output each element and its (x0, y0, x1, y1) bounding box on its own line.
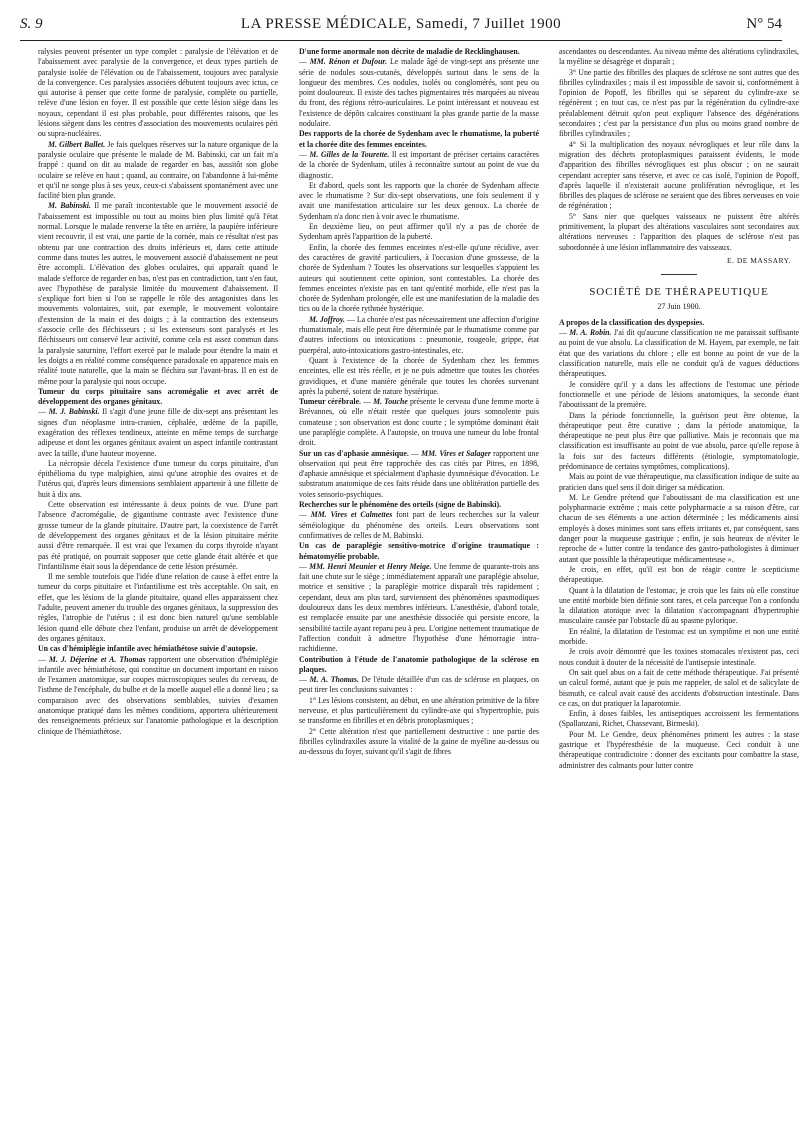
paragraph-text: font part de leurs recherches sur la valeur séméiologique du phénomène des orteils. Leurs observations sont confirmatives de celles de M. Babinski. (299, 510, 539, 540)
paragraph: On sait quel abus on a fait de cette méthode thérapeutique. J'ai présenté un calcul formé, autant que je puis me rappeler, de salol et de salicylate de bismuth, ce calcul avait causé des accidents d'obstruction intestinale. Dans ce cas, on dut pratiquer la laparotomie. (559, 667, 799, 708)
column-left (38, 47, 278, 1139)
speaker-name: M. Gilles de la Tourette. (309, 149, 390, 159)
paragraph: Je considère qu'il y a dans les affections de l'estomac une période fonctionnelle et une période de lésions anatomiques, la seconde étant l'aboutissant de la première. (559, 379, 799, 410)
section-title: Un cas d'hémiplégie infantile avec hémiathétose suivie d'autopsie. (38, 644, 258, 654)
column-middle (299, 47, 539, 1139)
paragraph: Il me semble toutefois que l'idée d'une relation de cause à effet entre la tumeur du corps pituitaire et l'infantilisme est très acceptable. On sait, en effet, que les lésions de la glande pituitaire, quand elles apparaissent chez l'adulte, peuvent amener du trouble des organes génitaux, la suppression des règles, l'atrophie de l'utérus ; il est donc bien naturel qu'une semblable lésion quand elle débute chez l'enfant, produise un arrêt de développement des organes génitaux. (38, 572, 278, 643)
paragraph: Dans la période fonctionnelle, la guérison peut être obtenue, la thérapeutique peut être curative ; dans la période anatomique, la thérapeutique ne peut plus être que palliative. Mais je reconnais que ma classification est insuffisante au point de vue absolu, parce qu'elle repose à la fois sur des facteurs différents (étiologie, symptomatologie, prédominance de certains symptômes, complications). (559, 410, 799, 471)
page-header (20, 16, 782, 42)
speaker-name: MM. Henri Meunier et Henry Meige. (309, 561, 432, 571)
paragraph: 5° Sans nier que quelques vaisseaux ne puissent être altérés primitivement, la plupart des altérations vasculaires sont secondaires aux altérations nerveuses : l'apparition des plaques de sclérose n'est pas subordonnée à une lésion inflammatoire des vaisseaux. (559, 211, 799, 252)
paragraph: Cette observation est intéressante à deux points de vue. D'une part l'absence d'acromégalie, de gigantisme contraste avec l'existence d'une grosse tumeur de la glande pituitaire. D'autre part, la coexistence de l'arrêt de développement des organes génitaux et de la lésion pituitaire mérite aussi d'être remarquée. Il est vrai que l'examen du corps thyroïde n'ayant pas été pratiqué, on pourrait supposer que cette glande était altérée et que l'infantilisme était sous la dépendance de cette lésion présumée. (38, 500, 278, 571)
paragraph-text: De l'étude détaillée d'un cas de sclérose en plaques, on peut tirer les conclusions suivantes : (299, 675, 539, 695)
speaker-name: MM. Vires et Salager (421, 448, 491, 458)
paragraph: ralysies peuvent présenter un type complet : paralysie de l'élévation et de l'abaissement avec paralysie de la convergence, et deux types partiels de paralysie isolée de l'élévation ou de l'abaissement, toujours avec paralysie de la convergence. Ces paralysies associées débutent toujours avec ictus, ce qui autorise à penser que cette forme de paralysie, complète ou partielle, relève d'une lésion en foyer. Il est possible que cette lésion siège dans les noyaux, cependant il est plus probable, pour différentes raisons, que les lésions siègent dans les centres d'association des mouvements oculaires péri ou supra-nucléaires. (38, 47, 278, 139)
paragraph (38, 201, 278, 386)
paragraph: M. Joffroy. — La chorée n'est pas nécessairement une affection d'origine rhumatismale, mais elle peut être déterminée par le rhumatisme comme par d'autres infections ou intoxications : pneumonie, rougeole, grippe, état puerpéral, auto-intoxications gastro-intestinales, etc. (299, 314, 539, 355)
speaker-name: M. J. Déjerine et A. Thomas (48, 654, 146, 664)
journal-title: LA PRESSE MÉDICALE, Samedi, 7 Juillet 1900 (240, 16, 562, 32)
section-title: Sur un cas d'aphasie amnésique. (299, 448, 409, 458)
paragraph: Sur un cas d'aphasie amnésique. — MM. Vires et Salager rapportent une observation qui peut être rapprochée des cas cités par Pitres, en 1898, d'aphasie amnésique et spécialement d'aphasie dysmnésique d'évocation. Le substratum anatomique de ces faits réside dans une oblitération partielle des voies sensorio-psychiques. (299, 448, 539, 499)
paragraph-text: Je fais quelques réserves sur la nature organique de la paralysie oculaire que présente le malade de M. Babinski, car un fait m'a frappé : quand on dit au malade de regarder en bas, aussitôt son globe oculaire se relève en haut ; quand, au contraire, on l'abandonne à lui-même et qu'il ne songe plus à ses yeux, ceux-ci s'abaissent spontanément avec une facilité bien plus grande. (38, 139, 278, 201)
section-title: Des rapports de la chorée de Sydenham avec le rhumatisme, la puberté et la chorée dite des femmes enceintes. (299, 129, 539, 149)
paragraph: — MM. Vires et Calmettes font part de leurs recherches sur la valeur séméiologique du phénomène des orteils. Leurs observations sont confirmatives de celles de M. Babinski. (299, 510, 539, 540)
paragraph: ascendantes ou descendantes. Au niveau même des altérations cylindraxiles, la myéline se désagrège et disparaît ; (559, 47, 799, 67)
speaker-name: M. Joffroy. (309, 314, 345, 324)
paragraph: Enfin, à doses faibles, les antiseptiques accroissent les fermentations (Spallanzani, Richet, Chassevant, Birmeski). (559, 709, 799, 729)
paragraph: Pour M. Le Gendre, deux phénomènes priment les autres : la stase gastrique et l'hypéresthésie de la muqueuse. Ceci conduit à une thérapeutique contradictoire : donner des excitants pour combattre la stase, administrer des calmants pour lutter contre (559, 729, 799, 770)
paragraph: Et d'abord, quels sont les rapports que la chorée de Sydenham affecte avec le rhumatisme ? Sur dix-sept observations, une fois seulement il y avait une manifestation articulaire sur les deux genoux. La chorée de Sydenham n'a donc rien à voir avec le rhumatisme. (299, 180, 539, 221)
paragraph: — M. A. Robin. J'ai dit qu'aucune classification ne me paraissait suffisante au point de vue absolu. La classification de M. Hayem, par exemple, ne fait état que des variations du chlore ; elle est bonne au point de vue de la classification naturelle, mais elle ne conduit qu'à de vagues déductions thérapeutiques. (559, 328, 799, 379)
paragraph-text: Une femme de quarante-trois ans fait une chute sur le siège ; immédiatement apparaît une paraplégie absolue, motrice et sensitive ; la paraplégie motrice disparaît très rapidement ; cependant, deux ans plus tard, surviennent des phénomènes spasmodiques douloureux dans les deux membres inférieurs. L'anesthésie, d'abord totale, est remplacée ensuite par une anesthésie dissociée qui persiste encore, la sensibilité tactile ayant reparu peu à peu. L'origine nettement traumatique de l'affection conduit à admettre l'hypothèse d'une hémorragie intra-rachidienne. (299, 561, 539, 654)
speaker-name: M. Touche (373, 397, 408, 407)
paragraph: 3° Une partie des fibrilles des plaques de sclérose ne sont autres que des fibrilles cylindraxiles ; mais il est impossible de savoir si, conformément à l'opinion de Popoff, les fibrilles qui se séparent du cylindre-axe se régénèrent ; en tout cas, ce n'est pas par la régénération du cylindre-axe préalablement détruit qu'on peut expliquer l'absence des dégénérations secondaires ; c'est par la persistance d'un plus ou moins grand nombre de fibrilles cylindraxiles ; (559, 67, 799, 139)
paragraph-text: Il s'agit d'une jeune fille de dix-sept ans présentant les signes d'un néoplasme intra-cranien, céphalée, œdème de la papille, exagération des réflexes tendineux, atteinte en même temps de surcharge adipeuse et dont les organes génitaux avaient un aspect infantile contrastant avec la taille, d'une hauteur moyenne. (38, 407, 278, 458)
paragraph: Enfin, la chorée des femmes enceintes n'est-elle qu'une récidive, avec des caractères de gravité particuliers, à l'occasion d'une grossesse, de la chorée de Sydenham ? Toutes les observations sur lesquelles s'appuient les auteurs qui soutiennent cette opinion, sont contestables. La chorée des femmes enceintes n'existe pas en tant qu'entité morbide, elle n'est pas la chorée de Sydenham prolongée, elle est une manifestation de la maladie des tics ou de la chorée rythmée hystérique. (299, 242, 539, 314)
paragraph: Quant à l'existence de la chorée de Sydenham chez les femmes enceintes, elle est très réelle, et je ne puis admettre que toutes les chorées gravidiques, et d'une manière générale que toutes les chorées survenant après la puberté, soient de nature hystérique. (299, 355, 539, 396)
society-date: 27 Juin 1900. (657, 301, 701, 311)
paragraph-text: rapportent une observation d'hémiplégie infantile avec hémiathétose, qui constitue un document important en raison de l'examen anatomique, sur coupes microscopiques seules du cerveau, de l'isthme de l'encéphale, du bulbe et de la moelle auquel elle a donné lieu ; sa comparaison avec des observations semblables, suivies d'examen anatomique pratiqué dans les mêmes conditions, apportera ultérieurement des renseignements précieux sur l'anatomie pathologique et la description clinique de l'hémiathétose. (38, 654, 278, 736)
paragraph-text: rapportent une observation qui peut être rapprochée des cas cités par Pitres, en 1898, d'aphasie amnésique et spécialement d'aphasie dysmnésique d'évocation. Le substratum anatomique de ces faits réside dans une oblitération partielle des voies sensorio-psychiques. (299, 448, 539, 499)
paragraph: Tumeur cérébrale. — M. Touche présente le cerveau d'une femme morte à Brévannes, où elle n'était restée que quelques jours somnolente puis comateuse ; son observation est donc courte ; le symptôme dominant était une paraplégie complète. A l'autopsie, on trouva une tumeur du lobe frontal droit. (299, 397, 539, 448)
paragraph-text: présente le cerveau d'une femme morte à Brévannes, où elle n'était restée que quelques jours somnolente puis comateuse ; son observation est donc courte ; le symptôme dominant était une paraplégie complète. A l'autopsie, on trouva une tumeur du lobe frontal droit. (299, 397, 539, 448)
paragraph-text: La chorée n'est pas nécessairement une affection d'origine rhumatismale, mais elle peut être déterminée par le rhumatisme comme par d'autres infections ou intoxications : pneumonie, rougeole, grippe, état puerpéral, auto-intoxications gastro-intestinales, etc. (299, 314, 539, 355)
paragraph-text: J'ai dit qu'aucune classification ne me paraissait suffisante au point de vue absolu. La classification de M. Hayem, par exemple, ne fait état que des variations du chlore ; elle est bonne au point de vue de la classification naturelle, mais elle ne conduit qu'à de vagues déductions thérapeutiques. (559, 328, 799, 379)
section-title: Un cas de paraplégie sensitivo-motrice d'origine traumatique : hématomyélie probable. (299, 541, 539, 561)
speaker-name: M. Gilbert Ballet. (48, 139, 106, 149)
paragraph: En réalité, la dilatation de l'estomac est un symptôme et non une entité morbide. (559, 626, 799, 647)
paragraph: Mais au point de vue thérapeutique, ma classification indique de suite au praticien dans quel sens il doit diriger sa médication. (559, 472, 799, 492)
paragraph: Quant à la dilatation de l'estomac, je crois que les faits où elle constitue une entité morbide bien définie sont rares, et cela parceque l'on a confondu la dilatation atonique avec la dilatation s'accompagnant d'hypertrophie musculaire causée par l'obstacle dû au spasme pylorique. (559, 585, 799, 626)
paragraph: — M. A. Thomas. De l'étude détaillée d'un cas de sclérose en plaques, on peut tirer les conclusions suivantes : (299, 675, 539, 695)
paragraph: Je crois, en effet, qu'il est bon de réagir contre le scepticisme thérapeutique. (559, 564, 799, 585)
speaker-name: M. J. Babinski. (48, 407, 100, 417)
section-title: Tumeur du corps pituitaire sans acromégalie et avec arrêt de développement des organes génitaux. (38, 386, 278, 407)
paragraph: — M. Gilles de la Tourette. Il est important de préciser certains caractères de la chorée de Sydenham, utiles à reconnaître surtout au point de vue du diagnostic. (299, 149, 539, 180)
header-rule (20, 40, 782, 41)
section-title: Recherches sur le phénomène des orteils (signe de Babinski). (299, 500, 502, 510)
section-title: Contribution à l'étude de l'anatomie pathologique de la sclérose en plaques. (299, 654, 539, 674)
paragraph: — M. J. Babinski. Il s'agit d'une jeune fille de dix-sept ans présentant les signes d'un néoplasme intra-cranien, céphalée, œdème de la papille, exagération des réflexes tendineux, atteinte en même temps de surcharge adipeuse et dont les organes génitaux avaient un aspect infantile contrastant avec la taille, d'une hauteur moyenne. (38, 407, 278, 458)
paragraph: Je crois avoir démontré que les toxines stomacales n'existent pas, ceci nous conduit à douter de la nécessité de l'antisepsie intestinale. (559, 647, 799, 667)
paragraph (38, 140, 278, 202)
issue-number: N° 54 (746, 16, 782, 32)
paragraph-text: Il me paraît incontestable que le mouvement associé de l'abaissement est impossible ou tout au moins bien plus limité qu'à l'état normal. Lorsque le malade renverse la tête en arrière, la paupière inférieure vient recouvrir, il est vrai, une partie de la cornée, mais ce résultat n'est pas obtenu par une contraction des droits inférieurs et, dans cette attitude comme dans toutes les autres, le mouvement associé d'abaissement ne peut être accompli. L'élévation des globes oculaires, qui apparaît quand le malade s'efforce de regarder en bas, n'est pas en contradiction, tant s'en faut, avec l'hypothèse de paralysie limitée du mouvement d'abaissement. Il s'explique fort bien si l'on se rappelle le rôle des antagonistes dans les mouvements volontaires, soit, par exemple, le mouvement volontaire d'extension de la main et des doigts ; à la contraction des extenseurs s'associe celle des fléchisseurs ; si les extenseurs sont paralysés et les fléchisseurs ont conservé leur activité, comme cela est assez commun dans la paralysie saturnine, l'effort exercé par le malade pour étendre la main et les doigts a en réalité comme conséquence paradoxale en apparence mais en réalité toute naturelle, que la main se fléchira sur l'avant-bras. Il en est de même pour la paralysie qui nous occupe. (38, 201, 278, 386)
society-heading: SOCIÉTÉ DE THÉRAPEUTIQUE (589, 286, 769, 299)
page-folio: S. 9 (20, 16, 43, 32)
paragraph: 1° Les lésions consistent, au début, en une altération primitive de la fibre nerveuse, et plus particulièrement du cylindre-axe qui s'hypertrophie, puis se transforme en fibrilles et en débris protoplasmiques ; (299, 695, 539, 726)
paragraph: En deuxième lieu, on peut affirmer qu'il n'y a pas de chorée de Sydenham après l'apparition de la puberté. (299, 222, 539, 242)
speaker-name: M. Babinski. (48, 201, 91, 211)
author-signature: E. DE MASSARY. (727, 255, 791, 265)
speaker-name: MM. Vires et Calmettes (310, 510, 393, 520)
column-right (559, 47, 799, 1139)
section-title: A propos de la classification des dyspepsies. (559, 317, 705, 327)
speaker-name: MM. Rénon et Dufour. (309, 57, 388, 67)
section-title: Tumeur cérébrale. (299, 397, 362, 407)
paragraph: — MM. Rénon et Dufour. Le malade âgé de vingt-sept ans présente une série de nodules sous-cutanés, développés surtout dans le sens de la longueur des membres. Ces nodules, isolés ou conglomérés, sont peu ou point douloureux. Il existe des taches pigmentaires très marquées au niveau du front, des régions rétro-auriculaires. Le point intéressant et nouveau est l'existence de dépôts calcaires constituant la plus grande partie de la masse nodulaire. (299, 57, 539, 129)
paragraph: 4° Si la multiplication des noyaux névrogliques et leur rôle dans la migration des déchets protoplasmiques paraissent évidents, le mode d'apparition des fibrilles névrogliques est plus obscur ; on ne saurait cependant accepter sans réserve, et avec ce cas isolé, l'opinion de Popoff, d'après laquelle il n'existerait aucune prolifération névroglique, et les fibrilles des plaques de sclérose ne seraient que des fibres nerveuses en voie de régénération ; (559, 139, 799, 211)
section-divider (661, 274, 697, 275)
section-title: D'une forme anormale non décrite de maladie de Recklinghausen. (299, 47, 520, 56)
paragraph-text: Il est important de préciser certains caractères de la chorée de Sydenham, utiles à reconnaître surtout au point de vue du diagnostic. (299, 149, 539, 180)
paragraph: — M. J. Déjerine et A. Thomas rapportent une observation d'hémiplégie infantile avec hémiathétose, qui constitue un document important en raison de l'examen anatomique, sur coupes microscopiques seules du cerveau, de l'isthme de l'encéphale, du bulbe et de la moelle auquel elle a donné lieu ; sa comparaison avec des observations semblables, suivies d'examen anatomique pratiqué dans les mêmes conditions, apportera ultérieurement des renseignements précieux sur l'anatomie pathologique et la description clinique de l'hémiathétose. (38, 654, 278, 736)
paragraph: M. Le Gendre prétend que l'aboutissant de ma classification est une polypharmacie extrême ; mais cette polypharmacie a sa raison d'être, car chacun de ses éléments a une action déterminée ; les médicaments ainsi employés à doses minimes sont sans effets irritants et, par conséquent, sans danger pour la muqueuse gastrique ; enfin, je suis heureux de n'éviter le reproche de « lutter contre la tendance des gastro-pathologistes à diminuer autant que possible la thérapeutique médicamenteuse ». (559, 492, 799, 564)
paragraph: 2° Cette altération n'est que partiellement destructive : une partie des fibrilles cylindraxiles assure la vitalité de la gaine de myéline au-dessus ou au-dessous du foyer, suivant qu'il s'agit de fibres (299, 726, 539, 757)
paragraph: — MM. Henri Meunier et Henry Meige. Une femme de quarante-trois ans fait une chute sur le siège ; immédiatement apparaît une paraplégie absolue, motrice et sensitive ; la paraplégie motrice disparaît très rapidement ; cependant, deux ans plus tard, surviennent des phénomènes spasmodiques douloureux dans les deux membres inférieurs. L'anesthésie, d'abord totale, est remplacée ensuite par une anesthésie dissociée qui persiste encore, la sensibilité tactile ayant reparu peu à peu. L'origine nettement traumatique de l'affection conduit à admettre l'hypothèse d'une hémorragie intra-rachidienne. (299, 561, 539, 654)
speaker-name: M. A. Robin. (569, 328, 612, 338)
speaker-name: M. A. Thomas. (309, 675, 359, 685)
paragraph-text: Le malade âgé de vingt-sept ans présente une série de nodules sous-cutanés, développés surtout dans le sens de la longueur des membres. Ces nodules, isolés ou conglomérés, sont peu ou point douloureux. Il existe des taches pigmentaires très marquées au niveau du front, des régions rétro-auriculaires. Le point intéressant et nouveau est l'existence de dépôts calcaires constituant la plus grande partie de la masse nodulaire. (299, 57, 539, 129)
paragraph: La nécropsie décela l'existence d'une tumeur du corps pituitaire, d'un épithélioma du type malpighien, ainsi qu'une atrophie des ovaires et de l'utérus qui, d'après leurs dimensions semblaient appartenir à une fillette de huit à dix ans. (38, 458, 278, 499)
